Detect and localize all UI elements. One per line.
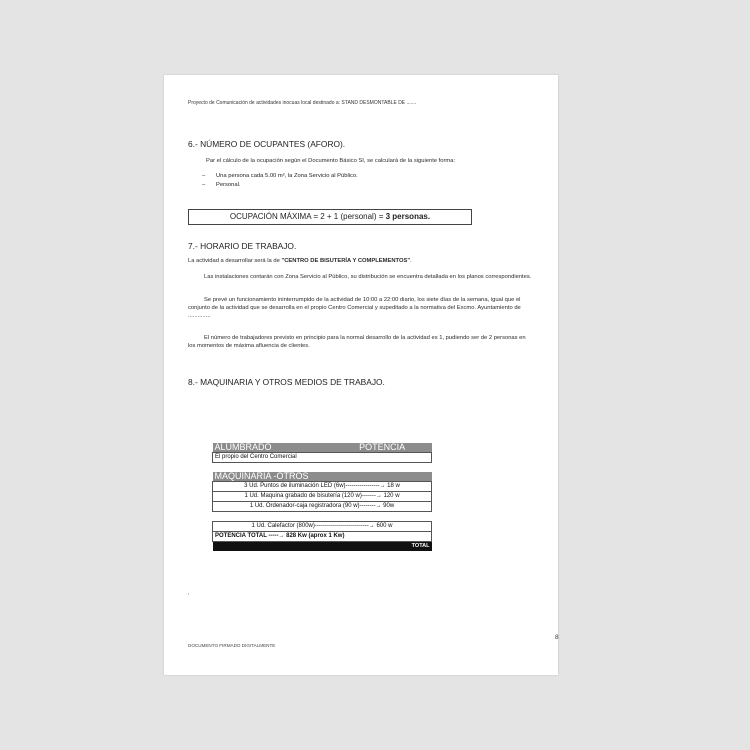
list-item: – Personal. <box>202 182 241 188</box>
table-row: 1 Ud. Maquina grabado de bisutería (120 w)-------→ 120 w <box>213 492 432 502</box>
alumbrado-header: ALUMBRADO <box>213 443 333 453</box>
table-row: 1 Ud. Ordenador-caja registradora (90 w)--------→ 90w <box>213 502 432 512</box>
section-7-paragraph-2: Las instalaciones contarán con Zona Servicio al Público, su distribución se encuentra detallada en los planos correspondientes. <box>204 274 532 280</box>
occupancy-box: OCUPACIÓN MÁXIMA = 2 + 1 (personal) = 3 personas. <box>188 209 472 225</box>
table-row: 3 Ud. Puntos de iluminación LED (6w)-----------------→ 18 w <box>213 482 432 492</box>
stray-mark: , <box>188 590 190 596</box>
page-header: Proyecto de Comunicación de actividades inocuas local destinado a: STAND DESMONTABLE DE ....... <box>188 100 417 106</box>
section-8-title: 8.- MAQUINARIA Y OTROS MEDIOS DE TRABAJO. <box>188 377 385 387</box>
list-item: – Una persona cada 5.00 m², la Zona Servicio al Público. <box>202 173 358 179</box>
table-row: El propio del Centro Comercial <box>213 453 432 463</box>
total-row: POTENCIA TOTAL -----→ 828 Kw (aprox 1 Kw) <box>213 532 432 542</box>
section-7-activity: La actividad a desarrollar será la de "CENTRO DE BISUTERÍA Y COMPLEMENTOS". <box>188 258 412 264</box>
potencia-header: POTENCIA <box>333 443 432 453</box>
page-footer: DOCUMENTO FIRMADO DIGITALMENTE <box>188 643 276 648</box>
section-6-intro: Par el cálculo de la ocupación según el Documento Básico SI, se calculará de la siguiente forma: <box>206 158 456 164</box>
section-7-paragraph-3: Se prevé un funcionamiento ininterrumpido de la actividad de 10:00 a 22:00 diario, los siete días de la semana, igual que el conjunto de la actividad que se desarrolla en el propio Centro Comercial y supeditado a la normativa del Excmo. Ayuntamiento de .............. <box>188 297 521 320</box>
page-number: 8 <box>555 634 559 641</box>
table-row: 1 Ud. Calefactor (800w)---------------------------→ 600 w <box>213 522 432 532</box>
maquinaria-header-row <box>213 472 432 482</box>
document-page <box>164 75 558 675</box>
section-7-paragraph-4: El número de trabajadores previsto en principio para la normal desarrollo de la actividad es 1, pudiendo ser de 2 personas en los momentos de máxima afluencia de clientes. <box>188 335 526 350</box>
section-7-title: 7.- HORARIO DE TRABAJO. <box>188 241 297 251</box>
equipment-table <box>212 443 432 551</box>
maquinaria-header: MAQUINARIA -OTROS <box>213 472 432 482</box>
section-6-title: 6.- NÚMERO DE OCUPANTES (AFORO). <box>188 139 346 149</box>
total-bar: TOTAL <box>213 542 432 552</box>
table-header-row <box>213 443 432 453</box>
